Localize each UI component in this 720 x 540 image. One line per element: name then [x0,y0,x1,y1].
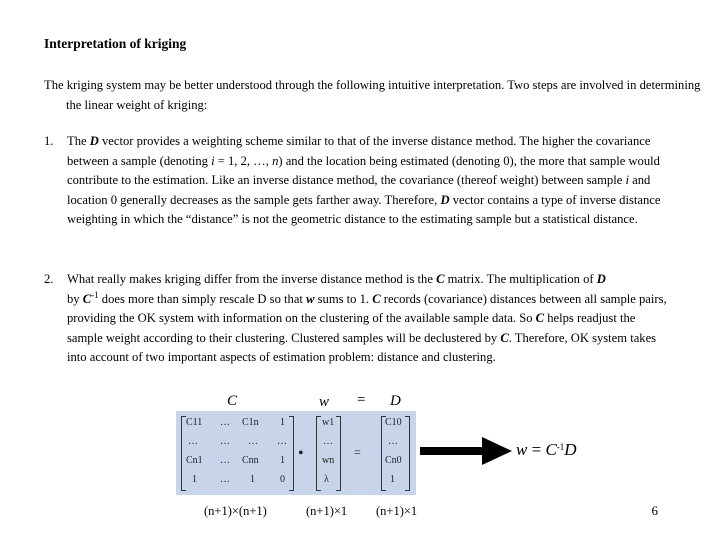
matrix-cell: Cnn [242,455,259,466]
dimension-d: (n+1)×1 [376,504,418,518]
matrix-cell: C11 [186,417,203,428]
dimension-w: (n+1)×1 [306,504,348,518]
vector-cell: C10 [385,417,402,428]
matrix-cell: 1 [250,474,255,485]
list-item-text: What really makes kriging differ from the inverse distance method is the C matrix. The multiplication of D by $C^{-1}$ does more than simply rescale D so that w sums to 1. C records (covariance) distances between all sample pairs, providing the OK system with information on the clustering of the available sample data. So C helps readjust the sample weight according to their clustering. Clustered samples will be declustered by C. Therefore, OK system takes into account of two important aspects of estimation problem: distance and clustering. [67,272,667,365]
matrix-cell: … [220,455,230,466]
vector-cell: w1 [322,417,335,428]
multiply-dot: • [298,445,304,462]
matrix-cell: … [220,474,230,485]
label-c: C [227,393,238,409]
label-w: w [319,394,330,410]
label-d: D [390,393,401,409]
matrix-cell: Cn1 [186,455,203,466]
matrix-cell: … [188,436,198,447]
vector-cell: … [388,436,398,447]
matrix-cell: 1 [280,417,285,428]
vector-cell: λ [324,474,329,485]
equals-sign: = [354,445,361,459]
matrix-cell: 1 [192,474,197,485]
page-number: 6 [651,503,658,518]
list-number: 1. [44,134,54,148]
c-right-bracket [289,416,294,491]
vector-cell: … [323,436,333,447]
vector-cell: 1 [390,474,395,485]
solution-equation: $w = C^{-1}D$ [516,440,577,459]
list-number: 2. [44,272,54,286]
right-arrow-icon [420,436,512,466]
matrix-cell: … [220,436,230,447]
matrix-cell: … [220,417,230,428]
matrix-cell: … [277,436,287,447]
matrix-cell: 0 [280,474,285,485]
matrix-cell: C1n [242,417,259,428]
list-item-2 [44,270,674,368]
intro-paragraph: The kriging system may be better understood through the following intuitive interpretation. Two steps are involved in determining the linear weight of kriging: [44,78,701,112]
list-item-text: The D vector provides a weighting scheme similar to that of the inverse distance method. The higher the covariance between a sample (denoting i = 1, 2, …, n) and the location being estimated (denoting 0), the more that sample would contribute to the estimation. Like an inverse distance method, the covariance (thereof weight) between sample i and location 0 generally decreases as the sample gets farther away. Therefore, D vector contains a type of inverse distance weighting in which the “distance” is not the geometric distance to the estimating sample but a statistical distance. [67,134,661,227]
d-right-bracket [405,416,410,491]
vector-cell: wn [322,455,335,466]
dimension-c: (n+1)×(n+1) [204,504,267,518]
vector-cell: Cn0 [385,455,402,466]
matrix-equation-figure [176,411,416,495]
matrix-cell: 1 [280,455,285,466]
w-right-bracket [336,416,341,491]
matrix-cell: … [248,436,258,447]
list-item-1 [44,132,674,230]
w-left-bracket [316,416,321,491]
label-equals: = [357,392,366,408]
slide-title: Interpretation of kriging [44,36,187,51]
